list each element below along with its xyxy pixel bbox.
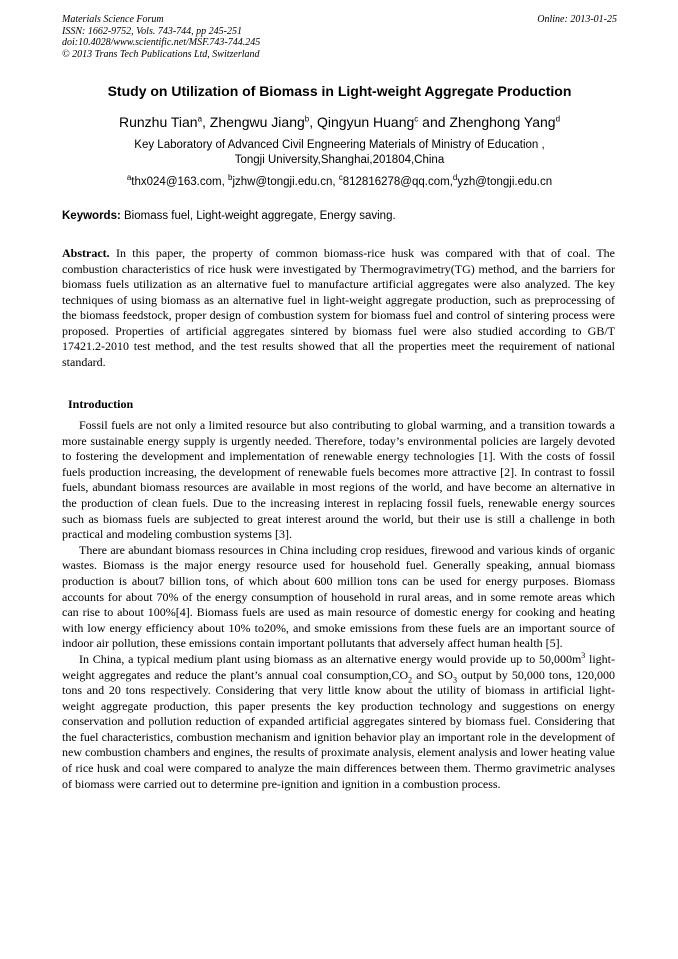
subscript: 3	[452, 674, 457, 684]
journal-header	[62, 14, 617, 60]
email-marker: a	[126, 173, 132, 183]
doi-line: doi:10.4028/www.scientific.net/MSF.743-744.245	[62, 37, 261, 48]
author-marker: a	[197, 114, 203, 124]
email-address: thx024@163.com,	[131, 176, 228, 188]
issn-line: ISSN: 1662-9752, Vols. 743-744, pp 245-251	[62, 25, 242, 37]
paragraph-text: light-weight aggregates and reduce the plant’s annual coal consumption,CO	[62, 651, 615, 682]
journal-name: Materials Science Forum	[62, 14, 164, 25]
author-name: , Zhengwu Jiang	[202, 114, 305, 130]
affiliation-line: Key Laboratory of Advanced Civil Engneering Materials of Ministry of Education ,	[134, 139, 545, 151]
paragraph: There are abundant biomass resources in China including crop residues, firewood and various kinds of organic wastes. Biomass is the major energy resource used for household fuel. Generally speaking, annual biomass production is about7 billion tons, of which about 600 million tons can be used for energy purposes. Biomass accounts for about 70% of the energy consumption of household in rural areas, and in some remote areas which can rise to about 100%[4]. Biomass fuels are used as main resource of domestic energy for cooking and heating with low energy efficiency about 10% to20%, and smoke emissions from these fuels are an important source of indoor air pollution, these emissions contain important pollutants that adversely affect human health [5].	[62, 542, 615, 651]
abstract-label: Abstract.	[62, 246, 110, 260]
email-address: 812816278@qq.com,	[342, 176, 453, 188]
author-marker: d	[555, 114, 561, 124]
author-name: Runzhu Tian	[118, 114, 198, 130]
superscript: 3	[581, 650, 586, 660]
paragraph-text: output by 50,000 tons, 120,000 tons and 20 tons respectively. Considering that very little know about the utility of biomass in artificial light-weight aggregate production, this paper presents the key production technology and suggestions on energy conservation and pollution reduction of expanded artificial aggregates sintered by biomass fuel. Considering that the fuel characteristics, combustion mechanism and ignition behavior play an important role in the development of new combustion chambers and engines, the results of proximate analysis, element analysis and lower heating value of rice husk and coal were compared to analyze the main differences between them. Thermo gravimetric analyses of biomass were carried out to determine pre-ignition and ignition in a combustion process.	[62, 667, 615, 791]
paragraph	[62, 652, 615, 792]
introduction-body	[62, 418, 615, 792]
email-address: jzhw@tongji.edu.cn,	[232, 176, 339, 188]
paragraph-text: In China, a typical medium plant using biomass as an alternative energy would provide up to 50,000m	[79, 651, 582, 666]
paragraph-text: and SO	[412, 667, 453, 682]
author-marker: b	[304, 114, 310, 124]
email-marker: c	[338, 173, 343, 183]
keywords-label: Keywords:	[62, 210, 121, 222]
affiliation-line: Tongji University,Shanghai,201804,China	[234, 154, 445, 166]
author-marker: c	[414, 114, 419, 124]
paragraph: Fossil fuels are not only a limited resource but also contributing to global warming, and a transition towards a more sustainable energy supply is urgently needed. Therefore, today’s environmental policies are largely devoted to fostering the development and implementation of renewable energy technologies [1]. With the costs of fossil fuels production increasing, the development of renewable fuels becomes more attractive [2]. In contrast to fossil fuels, abundant biomass resources are available in most regions of the world, and have become an alternative in the production of clean fuels. Due to the increasing interest in replacing fossil fuels, renewable energy sources such as biomass fuels are subjected to great interest around the world, but their use is still a challenge in both practical and modeling combustion systems [3].	[62, 418, 615, 542]
email-marker: d	[452, 173, 458, 183]
keywords-text: Biomass fuel, Light-weight aggregate, Energy saving.	[120, 210, 396, 222]
author-name: , Qingyun Huang	[309, 114, 415, 130]
affiliation	[62, 138, 617, 168]
keywords	[62, 209, 617, 224]
author-emails	[62, 175, 617, 190]
abstract	[62, 246, 615, 370]
author-name: and Zhenghong Yang	[418, 114, 556, 130]
email-marker: b	[228, 173, 233, 183]
paper-title: Study on Utilization of Biomass in Light-weight Aggregate Production	[107, 83, 572, 99]
author-list	[62, 113, 617, 131]
subscript: 2	[408, 674, 413, 684]
section-heading-introduction: Introduction	[68, 397, 134, 411]
online-date: Online: 2013-01-25	[537, 14, 617, 25]
copyright-line: © 2013 Trans Tech Publications Ltd, Switzerland	[62, 48, 260, 60]
email-address: yzh@tongji.edu.cn	[457, 176, 553, 188]
abstract-text: In this paper, the property of common biomass-rice husk was compared with that of coal. The combustion characteristics of rice husk were investigated by Thermogravimetry(TG) method, and the barriers for biomass fuels utilization as an alternative fuel to manufacture artificial aggregates were also analyzed. The key techniques of using biomass as an alternative fuel in light-weight aggregate production, such as preprocessing of the biomass feedstock, proper design of combustion system for biomass fuel and control of sintering process were proposed. Properties of artificial aggregates sintered by biomass fuel were also studied according to GB/T 17421.2-2010 test method, and the test results showed that all the properties meet the requirement of national standard.	[62, 246, 615, 369]
